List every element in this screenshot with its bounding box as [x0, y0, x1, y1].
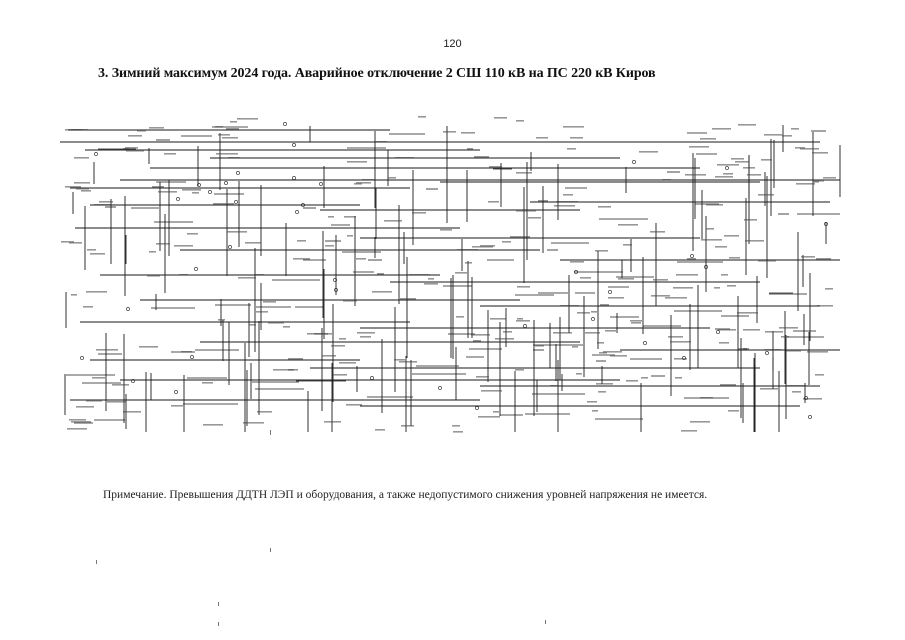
node-label-mark — [592, 410, 598, 412]
node-label-mark — [585, 332, 600, 334]
node-symbol — [94, 152, 97, 155]
node-label-mark — [743, 348, 749, 350]
node-label-mark — [517, 318, 523, 320]
node-label-mark — [456, 316, 464, 318]
node-label-mark — [227, 231, 247, 233]
node-label-mark — [700, 138, 716, 140]
node-label-mark — [356, 258, 366, 260]
scan-speck — [545, 620, 546, 624]
node-label-mark — [700, 397, 713, 399]
node-label-mark — [701, 239, 722, 241]
node-label-mark — [440, 229, 452, 231]
node-label-mark — [149, 251, 156, 253]
node-label-mark — [591, 311, 597, 313]
node-label-mark — [328, 216, 334, 218]
node-label-mark — [238, 277, 256, 279]
node-symbol — [765, 351, 768, 354]
node-label-mark — [213, 203, 234, 205]
node-label-mark — [792, 391, 801, 393]
node-label-mark — [226, 128, 239, 130]
node-label-mark — [123, 411, 141, 413]
node-symbol — [190, 355, 193, 358]
node-label-mark — [764, 349, 781, 351]
node-label-mark — [580, 277, 591, 279]
node-symbol — [370, 376, 373, 379]
node-label-mark — [626, 380, 638, 382]
node-label-mark — [65, 186, 81, 188]
node-symbol — [80, 356, 83, 359]
node-label-mark — [653, 279, 668, 281]
node-label-mark — [536, 137, 548, 139]
node-label-mark — [481, 390, 502, 392]
node-label-mark — [112, 384, 129, 386]
scan-speck — [218, 602, 219, 606]
node-label-mark — [535, 345, 544, 347]
node-label-mark — [595, 250, 608, 252]
node-label-mark — [237, 118, 258, 120]
node-label-mark — [495, 338, 514, 340]
node-label-mark — [706, 228, 714, 230]
node-symbol — [643, 341, 646, 344]
node-symbol — [475, 406, 478, 409]
node-label-mark — [346, 404, 362, 406]
node-label-mark — [76, 406, 94, 408]
node-label-mark — [257, 411, 272, 413]
node-label-mark — [765, 331, 783, 333]
node-label-mark — [126, 150, 144, 152]
node-label-mark — [825, 288, 833, 290]
node-label-mark — [96, 349, 118, 351]
node-label-mark — [171, 405, 183, 407]
node-symbol — [808, 415, 811, 418]
node-label-mark — [394, 359, 405, 361]
node-label-mark — [516, 320, 530, 322]
node-label-mark — [782, 135, 792, 137]
node-label-mark — [139, 346, 158, 348]
node-label-mark — [570, 261, 584, 263]
node-label-mark — [610, 355, 627, 357]
node-label-mark — [563, 126, 584, 128]
node-label-mark — [812, 152, 828, 154]
page-title: 3. Зимний максимум 2024 года. Аварийное отключение 2 СШ 110 кВ на ПС 220 кВ Киров — [98, 66, 656, 81]
node-label-mark — [735, 161, 749, 163]
node-label-mark — [515, 369, 524, 371]
node-label-mark — [761, 159, 772, 161]
node-symbol — [176, 197, 179, 200]
node-label-mark — [743, 329, 760, 331]
node-label-mark — [376, 141, 387, 143]
node-label-mark — [333, 374, 347, 376]
page-number: 120 — [443, 38, 462, 50]
node-label-mark — [758, 194, 774, 196]
scan-speck — [270, 548, 271, 552]
node-label-mark — [801, 256, 815, 258]
node-label-mark — [179, 274, 188, 276]
node-label-mark — [516, 210, 536, 212]
node-label-mark — [203, 424, 223, 426]
node-label-mark — [339, 362, 356, 364]
node-label-mark — [715, 176, 733, 178]
node-label-mark — [202, 382, 213, 384]
node-label-mark — [322, 355, 336, 357]
node-label-mark — [164, 153, 176, 155]
node-label-mark — [86, 291, 107, 293]
node-label-mark — [744, 219, 757, 221]
node-label-mark — [563, 194, 573, 196]
node-label-mark — [149, 127, 164, 129]
node-label-mark — [152, 186, 164, 188]
node-label-mark — [719, 342, 729, 344]
node-label-mark — [357, 332, 375, 334]
node-label-mark — [597, 342, 604, 344]
node-label-mark — [215, 126, 223, 128]
node-label-mark — [216, 153, 238, 155]
node-label-mark — [670, 341, 691, 343]
node-label-mark — [665, 297, 687, 299]
node-label-mark — [668, 336, 683, 338]
node-label-mark — [807, 351, 828, 353]
node-label-mark — [641, 377, 648, 379]
node-label-mark — [230, 121, 237, 123]
node-symbol — [690, 254, 693, 257]
node-label-mark — [325, 245, 334, 247]
node-label-mark — [560, 305, 579, 307]
node-label-mark — [331, 345, 345, 347]
node-label-mark — [681, 430, 697, 432]
node-label-mark — [712, 128, 731, 130]
node-label-mark — [452, 425, 460, 427]
node-label-mark — [493, 411, 499, 413]
node-label-mark — [472, 246, 493, 248]
node-label-mark — [727, 285, 736, 287]
node-label-mark — [553, 332, 572, 334]
node-label-mark — [255, 274, 264, 276]
node-label-mark — [457, 249, 478, 251]
node-label-mark — [796, 183, 815, 185]
node-label-mark — [510, 236, 530, 238]
node-label-mark — [786, 350, 801, 352]
node-label-mark — [474, 156, 489, 158]
node-label-mark — [608, 297, 624, 299]
node-symbol — [208, 190, 211, 193]
node-label-mark — [631, 322, 641, 324]
node-label-mark — [158, 191, 177, 193]
node-label-mark — [339, 338, 346, 340]
node-label-mark — [83, 306, 93, 308]
node-label-mark — [503, 331, 512, 333]
node-symbol — [236, 171, 239, 174]
node-label-mark — [800, 148, 819, 150]
node-label-mark — [412, 212, 426, 214]
node-label-mark — [673, 287, 693, 289]
node-label-mark — [816, 258, 831, 260]
node-label-mark — [550, 385, 558, 387]
node-symbol — [319, 182, 322, 185]
node-label-mark — [781, 336, 789, 338]
node-label-mark — [344, 216, 356, 218]
node-symbol — [292, 176, 295, 179]
node-label-mark — [375, 429, 385, 431]
node-symbol — [283, 122, 286, 125]
node-label-mark — [600, 304, 609, 306]
node-symbol — [194, 267, 197, 270]
node-label-mark — [249, 324, 256, 326]
node-label-mark — [516, 120, 524, 122]
node-label-mark — [764, 134, 782, 136]
node-label-mark — [745, 240, 764, 242]
node-label-mark — [675, 377, 682, 379]
node-label-mark — [687, 258, 696, 260]
node-label-mark — [817, 305, 833, 307]
node-label-mark — [721, 274, 728, 276]
node-label-mark — [347, 235, 353, 237]
node-label-mark — [791, 128, 799, 130]
node-label-mark — [388, 177, 396, 179]
node-label-mark — [517, 286, 530, 288]
node-label-mark — [465, 262, 472, 264]
node-label-mark — [372, 291, 392, 293]
node-symbol — [438, 386, 441, 389]
node-symbol — [523, 324, 526, 327]
node-label-mark — [717, 164, 739, 166]
node-label-mark — [706, 204, 723, 206]
node-label-mark — [747, 174, 761, 176]
node-label-mark — [576, 373, 582, 375]
node-label-mark — [395, 157, 414, 159]
node-symbol — [292, 143, 295, 146]
node-label-mark — [598, 391, 606, 393]
node-label-mark — [603, 351, 622, 353]
node-label-mark — [137, 130, 146, 132]
node-label-mark — [737, 312, 758, 314]
scan-speck — [96, 560, 97, 564]
node-label-mark — [714, 287, 720, 289]
node-label-mark — [283, 326, 290, 328]
node-label-mark — [461, 132, 475, 134]
note-text: Примечание. Превышения ДДТН ЛЭП и оборудования, а также недопустимого снижения уровней напряжения не имеется. — [103, 489, 708, 501]
node-label-mark — [502, 241, 511, 243]
node-label-mark — [86, 400, 102, 402]
node-label-mark — [384, 220, 402, 222]
node-label-mark — [715, 246, 727, 248]
node-label-mark — [605, 330, 616, 332]
power-grid-scheme — [60, 110, 850, 440]
node-label-mark — [74, 157, 89, 159]
node-label-mark — [243, 422, 264, 424]
node-label-mark — [147, 275, 160, 277]
node-label-mark — [128, 135, 142, 137]
node-label-mark — [399, 361, 417, 363]
node-label-mark — [71, 421, 91, 423]
node-label-mark — [343, 300, 357, 302]
node-label-mark — [94, 204, 111, 206]
node-label-mark — [760, 388, 778, 390]
node-label-mark — [676, 274, 698, 276]
node-label-mark — [718, 329, 736, 331]
node-label-mark — [71, 294, 77, 296]
node-symbol — [174, 390, 177, 393]
scan-speck — [270, 430, 271, 435]
node-label-mark — [99, 201, 113, 203]
node-label-mark — [362, 179, 374, 181]
node-label-mark — [488, 201, 499, 203]
node-label-mark — [639, 151, 658, 153]
node-label-mark — [476, 376, 489, 378]
node-label-mark — [823, 177, 836, 179]
node-label-mark — [556, 201, 578, 203]
node-label-mark — [245, 242, 261, 244]
node-symbol — [295, 210, 298, 213]
node-symbol — [632, 160, 635, 163]
node-label-mark — [288, 358, 303, 360]
node-label-mark — [293, 258, 310, 260]
node-symbol — [228, 245, 231, 248]
node-label-mark — [779, 327, 798, 329]
node-symbol — [224, 181, 227, 184]
node-label-mark — [356, 182, 371, 184]
node-label-mark — [596, 383, 613, 385]
node-label-mark — [786, 385, 806, 387]
node-label-mark — [729, 257, 740, 259]
node-label-mark — [689, 146, 709, 148]
node-label-mark — [651, 295, 670, 297]
node-label-mark — [743, 167, 755, 169]
node-label-mark — [567, 148, 576, 150]
node-label-mark — [125, 147, 138, 149]
node-label-mark — [181, 351, 192, 353]
node-label-mark — [455, 272, 467, 274]
node-label-mark — [738, 124, 756, 126]
node-label-mark — [690, 421, 710, 423]
node-label-mark — [400, 298, 416, 300]
node-label-mark — [516, 172, 532, 174]
node-label-mark — [630, 320, 642, 322]
node-label-mark — [453, 431, 463, 433]
node-label-mark — [554, 205, 575, 207]
node-label-mark — [192, 192, 199, 194]
scan-speck — [218, 622, 219, 626]
node-label-mark — [473, 340, 481, 342]
node-label-mark — [87, 249, 96, 251]
node-label-mark — [297, 240, 306, 242]
node-label-mark — [67, 428, 87, 430]
node-symbol — [591, 317, 594, 320]
node-label-mark — [685, 174, 706, 176]
node-label-mark — [71, 129, 88, 131]
node-label-mark — [490, 318, 506, 320]
node-label-mark — [222, 137, 238, 139]
node-label-mark — [377, 273, 384, 275]
node-label-mark — [650, 231, 665, 233]
node-label-mark — [218, 319, 225, 321]
node-label-mark — [347, 161, 367, 163]
node-label-mark — [618, 224, 638, 226]
node-label-mark — [528, 217, 541, 219]
node-label-mark — [587, 401, 597, 403]
node-label-mark — [409, 274, 430, 276]
node-label-mark — [577, 312, 590, 314]
node-symbol — [725, 166, 728, 169]
node-label-mark — [538, 200, 548, 202]
node-label-mark — [428, 278, 434, 280]
node-symbol — [234, 200, 237, 203]
node-label-mark — [418, 116, 426, 118]
node-label-mark — [182, 189, 201, 191]
node-label-mark — [424, 283, 438, 285]
node-label-mark — [662, 179, 671, 181]
node-label-mark — [256, 311, 268, 313]
node-label-mark — [90, 253, 105, 255]
node-label-mark — [494, 117, 507, 119]
node-label-mark — [324, 421, 341, 423]
node-label-mark — [156, 243, 170, 245]
node-label-mark — [263, 301, 276, 303]
node-label-mark — [273, 369, 294, 371]
node-label-mark — [61, 241, 74, 243]
node-label-mark — [758, 260, 776, 262]
node-label-mark — [174, 245, 193, 247]
node-label-mark — [815, 374, 824, 376]
node-label-mark — [76, 188, 89, 190]
node-label-mark — [69, 419, 86, 421]
node-label-mark — [187, 233, 198, 235]
node-label-mark — [107, 401, 126, 403]
node-label-mark — [570, 137, 583, 139]
node-label-mark — [623, 244, 632, 246]
node-symbol — [608, 290, 611, 293]
node-symbol — [126, 307, 129, 310]
node-label-mark — [720, 384, 736, 386]
node-label-mark — [489, 166, 502, 168]
node-label-mark — [228, 157, 240, 159]
node-label-mark — [443, 131, 456, 133]
node-label-mark — [81, 190, 91, 192]
node-label-mark — [92, 377, 105, 379]
node-label-mark — [814, 180, 824, 182]
node-label-mark — [307, 333, 328, 335]
node-label-mark — [360, 336, 371, 338]
node-label-mark — [268, 322, 284, 324]
node-label-mark — [401, 425, 414, 427]
node-label-mark — [723, 173, 733, 175]
node-label-mark — [471, 334, 490, 336]
node-label-mark — [598, 206, 611, 208]
node-label-mark — [478, 416, 500, 418]
node-label-mark — [218, 134, 230, 136]
node-label-mark — [618, 278, 634, 280]
node-label-mark — [724, 235, 739, 237]
node-label-mark — [467, 148, 473, 150]
node-symbol — [716, 330, 719, 333]
node-label-mark — [572, 346, 578, 348]
node-label-mark — [728, 410, 739, 412]
node-label-mark — [731, 158, 744, 160]
node-label-mark — [74, 182, 90, 184]
